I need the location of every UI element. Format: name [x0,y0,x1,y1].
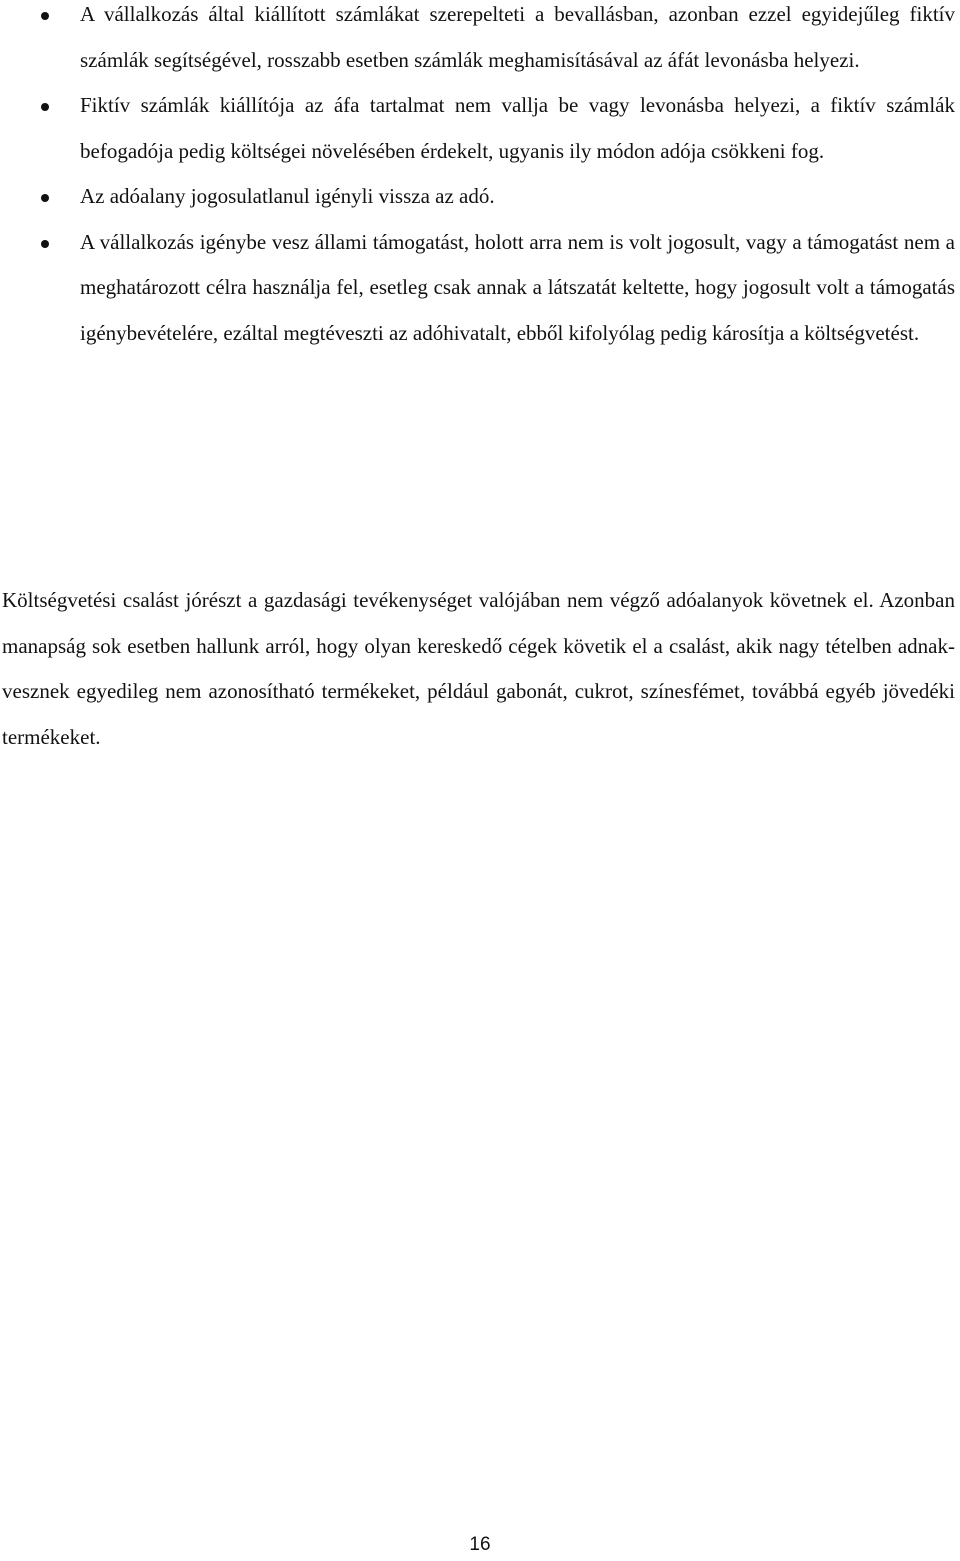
list-item: Fiktív számlák kiállítója az áfa tartalmat nem vallja be vagy levonásba helyezi, a fiktív számlák befogadója pedig költségei növelésében érdekelt, ugyanis ily módon adója csökkeni fog. [0,83,955,174]
list-item: A vállalkozás által kiállított számlákat szerepelteti a bevallásban, azonban ezzel egyidejűleg fiktív számlák segítségével, rosszabb esetben számlák meghamisításával az áfát levonásba helyezi. [0,0,955,83]
list-item: Az adóalany jogosulatlanul igényli vissza az adó. [0,174,955,220]
list-item: A vállalkozás igénybe vesz állami támogatást, holott arra nem is volt jogosult, vagy a támogatást nem a meghatározott célra használja fel, esetleg csak annak a látszatát keltette, hogy jogosult volt a támogatás igénybevételére, ezáltal megtéveszti az adóhivatalt, ebből kifolyólag pedig károsítja a költségvetést. [0,220,955,357]
page-number: 16 [469,1534,491,1555]
bullet-list [0,0,955,356]
body-paragraph: Költségvetési csalást jórészt a gazdasági tevékenységet valójában nem végző adóalanyok követnek el. Azonban manapság sok esetben hallunk arról, hogy olyan kereskedő cégek követik el a csalást, akik nagy tételben adnak-vesznek egyedileg nem azonosítható termékeket, például gabonát, cukrot, színesfémet, továbbá egyéb jövedéki termékeket. [2,588,955,749]
